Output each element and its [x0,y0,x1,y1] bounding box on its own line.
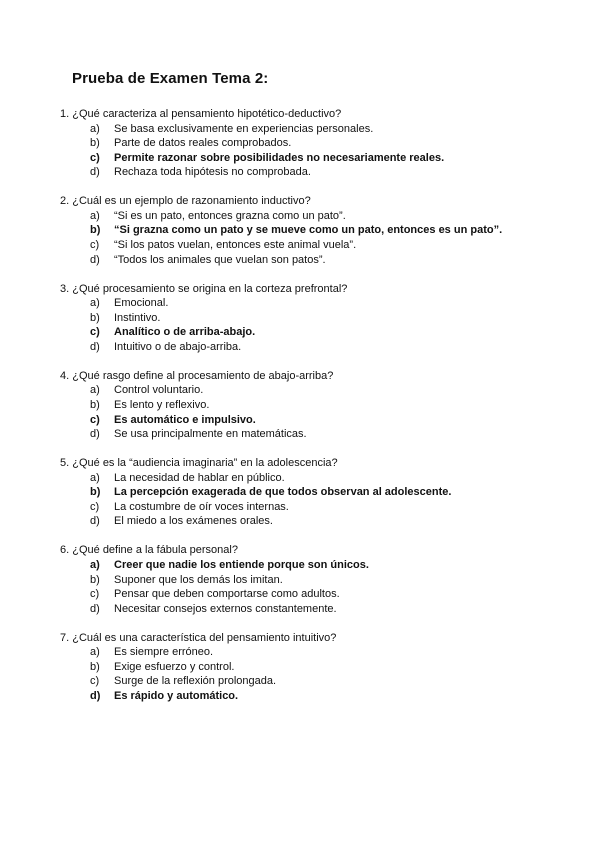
correct-option [60,325,580,340]
option-list [60,383,580,441]
question-prompt: ¿Qué procesamiento se origina en la corteza prefrontal? [72,282,348,295]
option-letter: c) [90,326,100,339]
correct-option [60,413,580,428]
option-text: Control voluntario. [114,384,204,397]
question-text [60,107,580,122]
option-text: Emocional. [114,297,169,310]
option-letter: c) [90,675,100,688]
option [60,500,580,515]
page-title: Prueba de Examen Tema 2: [72,70,269,87]
question-number: 4. [60,369,70,382]
option [60,383,580,398]
option [60,471,580,486]
option [60,602,580,617]
question-text [60,282,580,297]
option-text: Necesitar consejos externos constantemente. [114,602,337,615]
option [60,398,580,413]
option-text: El miedo a los exámenes orales. [114,515,273,528]
option [60,253,580,268]
option [60,587,580,602]
option-text: Intuitivo o de abajo-arriba. [114,340,242,353]
option-letter: c) [90,413,100,426]
option-text: “Todos los animales que vuelan son patos”. [114,253,326,266]
question-list [60,107,580,718]
option [60,660,580,675]
question-5 [60,456,580,529]
question-prompt: ¿Qué es la “audiencia imaginaria” en la adolescencia? [72,457,338,470]
option [60,122,580,137]
option-letter: b) [90,486,101,499]
option-letter: b) [90,398,100,411]
option [60,340,580,355]
correct-option [60,485,580,500]
option-letter: a) [90,646,100,659]
option-letter: d) [90,602,100,615]
option-text: Rechaza toda hipótesis no comprobada. [114,166,311,179]
option-letter: c) [90,500,100,513]
question-1 [60,107,580,180]
option-text: Pensar que deben comportarse como adultos. [114,588,340,601]
option-text: “Si los patos vuelan, entonces este animal vuela”. [114,239,357,252]
option-list [60,645,580,703]
correct-option [60,151,580,166]
option-letter: d) [90,428,100,441]
option-text: Analítico o de arriba-abajo. [114,326,256,339]
option [60,136,580,151]
question-number: 5. [60,457,70,470]
option-text: Instintivo. [114,311,161,324]
option-letter: a) [90,209,100,222]
option-list [60,471,580,529]
option-letter: c) [90,239,100,252]
option-text: Es lento y reflexivo. [114,398,210,411]
option-text: La percepción exagerada de que todos observan al adolescente. [114,486,452,499]
option-text: Parte de datos reales comprobados. [114,137,292,150]
question-7 [60,631,580,704]
option-text: La costumbre de oír voces internas. [114,500,289,513]
option-letter: b) [90,660,100,673]
question-prompt: ¿Qué caracteriza al pensamiento hipotético-deductivo? [72,108,342,120]
option-text: “Si grazna como un pato y se mueve como un pato, entonces es un pato”. [114,224,503,237]
option [60,238,580,253]
option-text: Es automático e impulsivo. [114,413,256,426]
option-letter: b) [90,224,101,237]
option-letter: c) [90,151,100,164]
correct-option [60,223,580,238]
question-4 [60,369,580,442]
question-text [60,369,580,384]
option [60,674,580,689]
option-letter: a) [90,558,100,571]
question-number: 7. [60,631,70,644]
option [60,427,580,442]
option-letter: b) [90,573,100,586]
option-letter: b) [90,311,100,324]
option-text: Es siempre erróneo. [114,646,214,659]
option [60,514,580,529]
correct-option [60,689,580,704]
option [60,296,580,311]
question-text [60,456,580,471]
option-text: Permite razonar sobre posibilidades no necesariamente reales. [114,151,445,164]
option-letter: a) [90,384,100,397]
question-6 [60,543,580,616]
correct-option [60,558,580,573]
option-letter: a) [90,471,100,484]
option-list [60,209,580,267]
question-number: 2. [60,195,70,208]
question-number: 1. [60,108,70,120]
option-text: Es rápido y automático. [114,689,239,702]
option-letter: c) [90,588,100,601]
option [60,165,580,180]
option-text: Se usa principalmente en matemáticas. [114,428,307,441]
option-text: Se basa exclusivamente en experiencias personales. [114,122,374,135]
option-letter: d) [90,515,100,528]
question-number: 3. [60,282,70,295]
option-letter: b) [90,137,100,150]
question-number: 6. [60,544,70,557]
option-text: Surge de la reflexión prolongada. [114,675,277,688]
option [60,645,580,660]
option-letter: d) [90,166,100,179]
question-2 [60,194,580,267]
question-text [60,631,580,646]
option [60,311,580,326]
question-3 [60,282,580,355]
option-letter: d) [90,340,100,353]
option [60,573,580,588]
option-text: La necesidad de hablar en público. [114,471,285,484]
option-list [60,558,580,616]
question-prompt: ¿Qué define a la fábula personal? [72,544,238,557]
option-text: Suponer que los demás los imitan. [114,573,283,586]
option-letter: a) [90,122,100,135]
option-letter: d) [90,253,100,266]
option-list [60,296,580,354]
option-letter: a) [90,297,100,310]
option-text: Creer que nadie los entiende porque son únicos. [114,558,369,571]
option-letter: d) [90,689,101,702]
question-text [60,543,580,558]
question-prompt: ¿Cuál es un ejemplo de razonamiento inductivo? [72,195,311,208]
option-text: “Si es un pato, entonces grazna como un pato”. [114,209,346,222]
option-text: Exige esfuerzo y control. [114,660,235,673]
option-list [60,122,580,180]
question-prompt: ¿Cuál es una característica del pensamiento intuitivo? [72,631,337,644]
question-prompt: ¿Qué rasgo define al procesamiento de abajo-arriba? [72,369,334,382]
option [60,209,580,224]
question-text [60,194,580,209]
